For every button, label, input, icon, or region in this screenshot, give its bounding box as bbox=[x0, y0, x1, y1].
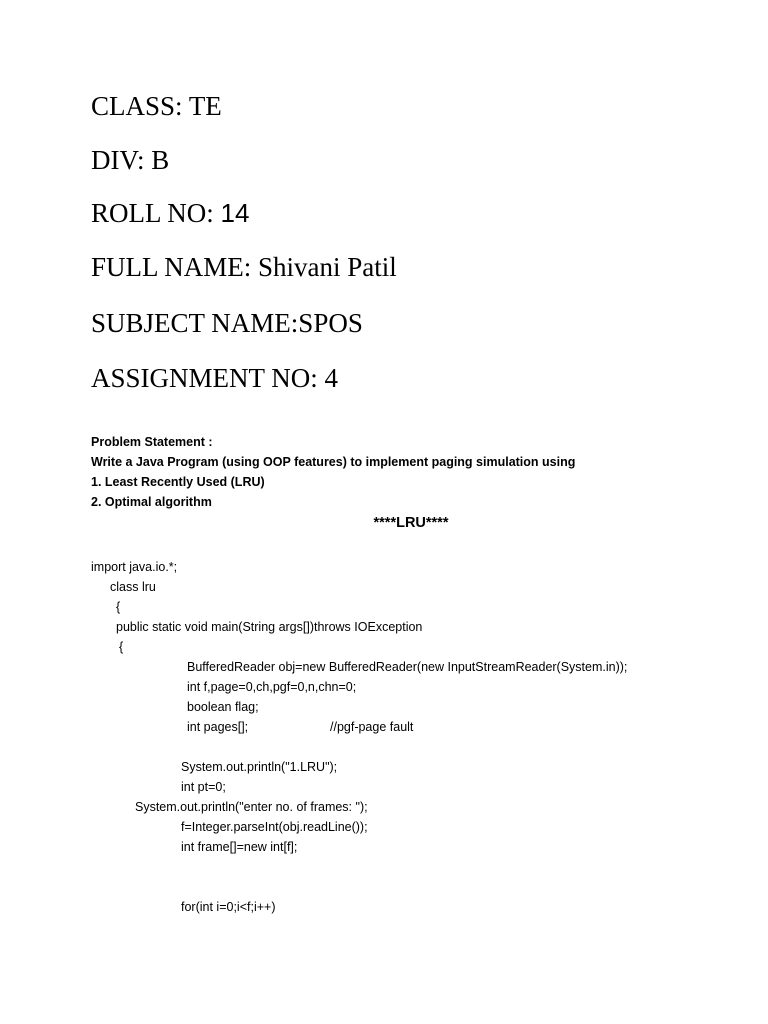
code-println-lru: System.out.println("1.LRU"); bbox=[181, 760, 338, 774]
code-brace-open-2: { bbox=[119, 640, 124, 654]
name-line bbox=[91, 252, 397, 282]
roll-value: 14 bbox=[220, 198, 250, 228]
code-parse-f: f=Integer.parseInt(obj.readLine()); bbox=[181, 820, 368, 834]
assignment-line bbox=[91, 363, 338, 393]
code-buffered-reader: BufferedReader obj=new BufferedReader(new InputStreamReader(System.in)); bbox=[187, 660, 628, 674]
subject-label: SUBJECT NAME: bbox=[91, 308, 299, 338]
code-int-pages: int pages[]; bbox=[187, 720, 249, 734]
code-int-vars: int f,page=0,ch,pgf=0,n,chn=0; bbox=[187, 680, 357, 694]
subject-value: SPOS bbox=[298, 308, 363, 338]
name-value: Shivani Patil bbox=[258, 252, 397, 282]
class-value: TE bbox=[188, 91, 222, 121]
code-int-frame: int frame[]=new int[f]; bbox=[181, 840, 298, 854]
section-heading-lru: ****LRU**** bbox=[373, 515, 449, 531]
code-import: import java.io.*; bbox=[91, 560, 178, 574]
code-boolean-flag: boolean flag; bbox=[187, 700, 259, 714]
div-line bbox=[91, 145, 169, 175]
code-println-frames: System.out.println("enter no. of frames: "); bbox=[135, 800, 368, 814]
roll-line bbox=[91, 198, 249, 228]
code-main-decl: public static void main(String args[])throws IOException bbox=[116, 620, 423, 634]
code-comment-pgf: //pgf-page fault bbox=[330, 720, 414, 734]
problem-title: Problem Statement : bbox=[91, 435, 213, 449]
assignment-label: ASSIGNMENT NO: bbox=[91, 363, 318, 393]
subject-line bbox=[91, 308, 363, 338]
problem-line-2: 1. Least Recently Used (LRU) bbox=[91, 475, 265, 489]
div-label: DIV: bbox=[91, 145, 145, 175]
class-label: CLASS: bbox=[91, 91, 183, 121]
assignment-value: 4 bbox=[324, 363, 339, 393]
code-int-pt: int pt=0; bbox=[181, 780, 226, 794]
class-line bbox=[91, 91, 222, 121]
roll-label: ROLL NO: bbox=[91, 198, 214, 228]
code-class-decl: class lru bbox=[110, 580, 156, 594]
div-value: B bbox=[151, 145, 170, 175]
code-brace-open-1: { bbox=[116, 600, 121, 614]
code-for-loop: for(int i=0;i<f;i++) bbox=[181, 900, 276, 914]
problem-line-1: Write a Java Program (using OOP features) to implement paging simulation using bbox=[91, 455, 576, 469]
problem-line-3: 2. Optimal algorithm bbox=[91, 495, 212, 509]
name-label: FULL NAME: bbox=[91, 252, 252, 282]
